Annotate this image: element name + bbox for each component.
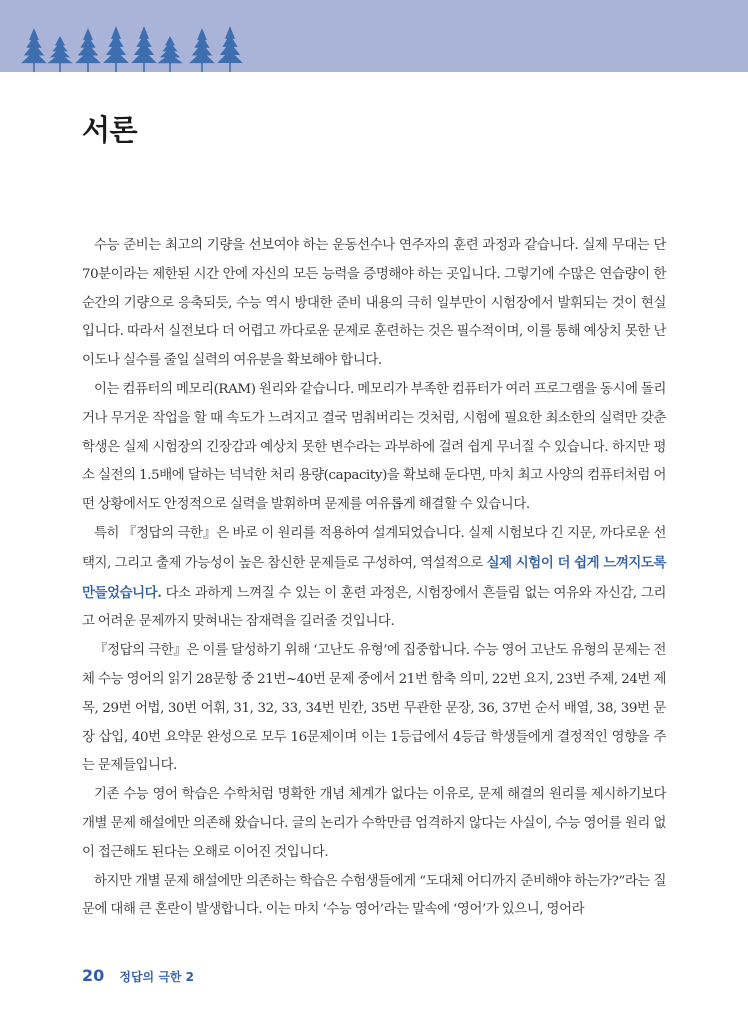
paragraph-6: 하지만 개별 문제 해설에만 의존하는 학습은 수험생들에게 “도대체 어디까지 준비해야 하는가?”라는 질문에 대해 큰 혼란이 발생합니다. 이는 마치 ‘수능 영어’라는 말속에 ‘영어’가 있으니, 영어라 bbox=[82, 873, 666, 918]
book-title: 정답의 극한 2 bbox=[119, 970, 195, 984]
paragraph-3-text-after: 다소 과하게 느껴질 수 있는 이 훈련 과정은, 시험장에서 흔들림 없는 여유와 자신감, 그리고 어려운 문제까지 맞혀내는 잠재력을 길러줄 것입니다. bbox=[82, 585, 666, 630]
page-footer bbox=[82, 966, 194, 985]
paragraph-2: 이는 컴퓨터의 메모리(RAM) 원리와 같습니다. 메모리가 부족한 컴퓨터가 여러 프로그램을 동시에 돌리거나 무거운 작업을 할 때 속도가 느려지고 결국 멈춰버리는 것처럼, 시험에 필요한 최소한의 실력만 갖춘 학생은 실제 시험장의 긴장감과 예상치 못한 변수라는 과부하에 걸려 쉽게 무너질 수 있습니다. 하지만 평소 실전의 1.5배에 달하는 넉넉한 처리 용량(capacity)을 확보해 둔다면, 마치 최고 사양의 컴퓨터처럼 어떤 상황에서도 안정적으로 실력을 발휘하며 문제를 여유롭게 해결할 수 있습니다. bbox=[82, 381, 666, 513]
body-text bbox=[82, 232, 666, 925]
paragraph-3-text-before: 특히 『정답의 극한』은 바로 이 원리를 적용하여 설계되었습니다. 실제 시험보다 긴 지문, 까다로운 선택지, 그리고 출제 가능성이 높은 참신한 문제들로 구성하여, 역설적으로 bbox=[82, 525, 666, 571]
paragraph-1: 수능 준비는 최고의 기량을 선보여야 하는 운동선수나 연주자의 훈련 과정과 같습니다. 실제 무대는 단 70분이라는 제한된 시간 안에 자신의 모든 능력을 증명해야 하는 곳입니다. 그렇기에 수많은 연습량이 한순간의 기량으로 응축되듯, 수능 역시 방대한 준비 내용의 극히 일부만이 시험장에서 발휘되는 것이 현실입니다. 따라서 실전보다 더 어렵고 까다로운 문제로 훈련하는 것은 필수적이며, 이를 통해 예상치 못한 난이도나 실수를 줄일 실력의 여유분을 확보해야 합니다. bbox=[82, 238, 666, 369]
paragraph-5: 기존 수능 영어 학습은 수학처럼 명확한 개념 체계가 없다는 이유로, 문제 해결의 원리를 제시하기보다 개별 문제 해설에만 의존해 왔습니다. 글의 논리가 수학만큼 엄격하지 않다는 사실이, 수능 영어를 원리 없이 접근해도 된다는 오해로 이어진 것입니다. bbox=[82, 787, 666, 860]
page-number: 20 bbox=[82, 966, 105, 985]
header-band bbox=[0, 0, 748, 72]
paragraph-3 bbox=[82, 520, 666, 637]
page-title: 서론 bbox=[82, 113, 138, 147]
highlight-text: 실제 시험이 더 쉽게 느껴지도록 만들었습니다. bbox=[82, 554, 666, 601]
pine-trees-icon bbox=[18, 14, 258, 72]
paragraph-4: 『정답의 극한』은 이를 달성하기 위해 ‘고난도 유형’에 집중합니다. 수능 영어 고난도 유형의 문제는 전체 수능 영어의 읽기 28문항 중 21번~40번 문제 중에서 21번 함축 의미, 22번 요지, 23번 주제, 24번 제목, 29번 어법, 30번 어휘, 31, 32, 33, 34번 빈칸, 35번 무관한 문장, 36, 37번 순서 배열, 38, 39번 문장 삽입, 40번 요약문 완성으로 모두 16문제이며 이는 1등급에서 4등급 학생들에게 결정적인 영향을 주는 문제들입니다. bbox=[82, 643, 666, 774]
